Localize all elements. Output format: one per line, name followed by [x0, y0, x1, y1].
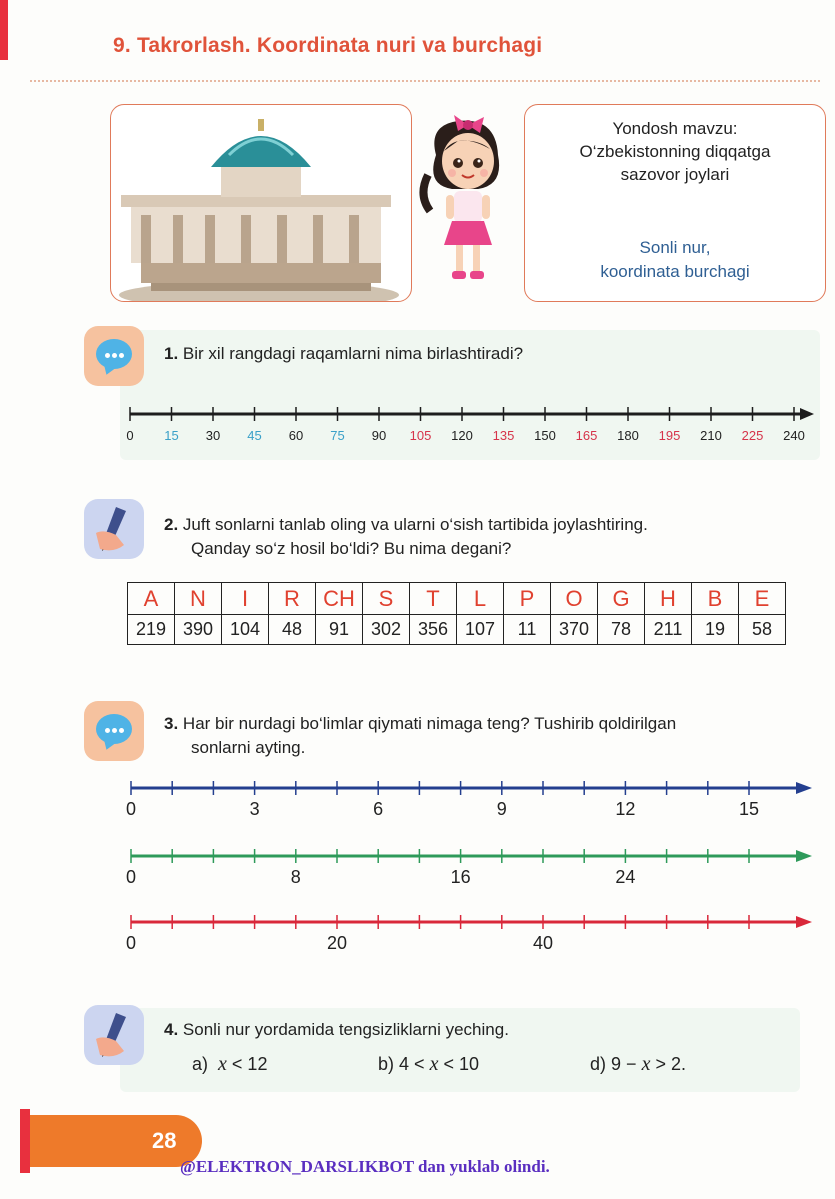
inequality-b	[378, 1053, 479, 1076]
inequality-a	[192, 1053, 267, 1076]
expression: > 2.	[650, 1054, 686, 1074]
task-text-line: Juft sonlarni tanlab oling va ularni o‘sish tartibida joylashtiring.	[182, 515, 648, 534]
ray-tick-label: 60	[288, 428, 304, 443]
lesson-topic-line: Sonli nur,	[639, 238, 711, 257]
number-cell: 390	[175, 615, 222, 645]
ray-tick-label: 0	[125, 799, 137, 819]
letter-cell: L	[457, 583, 504, 615]
number-cell: 370	[551, 615, 598, 645]
ray-tick-label: 135	[492, 428, 515, 443]
letter-cell: H	[645, 583, 692, 615]
letter-cell: CH	[316, 583, 363, 615]
girl-illustration	[418, 115, 516, 285]
page-edge-marker	[0, 0, 8, 60]
ray-tick-label: 12	[615, 799, 636, 819]
ray-tick-label: 75	[330, 428, 345, 443]
pencil-icon	[84, 1005, 144, 1065]
task-text-line: Har bir nurdagi bo‘limlar qiymati nimaga teng? Tushirib qoldirilgan	[182, 714, 677, 733]
number-cell: 58	[739, 615, 786, 645]
lesson-title: 9. Takrorlash. Koordinata nuri va burchagi	[113, 34, 543, 57]
related-topic-box	[524, 104, 826, 302]
letter-cell: O	[551, 583, 598, 615]
number-ray-step-8	[131, 849, 812, 863]
title-divider	[30, 80, 820, 82]
task-number: 3.	[164, 714, 179, 733]
lesson-topic-line: koordinata burchagi	[600, 262, 750, 281]
ray-tick-label: 24	[615, 867, 636, 887]
ray-arrow	[796, 782, 812, 794]
task-2-question	[164, 513, 648, 561]
number-cell: 107	[457, 615, 504, 645]
museum-photo-frame	[110, 104, 412, 302]
related-topic-line: O‘zbekistonning diqqatga	[579, 142, 771, 161]
letter-cell: I	[222, 583, 269, 615]
number-cell: 356	[410, 615, 457, 645]
letter-cell: R	[269, 583, 316, 615]
option-label: a)	[192, 1054, 209, 1074]
discussion-icon	[84, 701, 144, 761]
pencil-icon	[84, 499, 144, 559]
ray-tick-label: 105	[409, 428, 432, 443]
letter-cell: A	[128, 583, 175, 615]
ray-tick-label: 30	[205, 428, 221, 443]
source-credit: @ELEKTRON_DARSLIKBOT dan yuklab olindi.	[180, 1157, 550, 1176]
variable: x	[429, 1053, 439, 1075]
ray-tick-label: 9	[496, 799, 507, 819]
ray-tick-label: 0	[125, 867, 137, 887]
number-cell: 104	[222, 615, 269, 645]
task-text-line: Qanday so‘z hosil bo‘ldi? Bu nima degani?	[191, 539, 512, 558]
task-4-question	[164, 1018, 509, 1042]
letters-row	[128, 583, 786, 615]
letter-cell: P	[504, 583, 551, 615]
ray-tick-label: 0	[125, 933, 137, 953]
number-cell: 19	[692, 615, 739, 645]
number-rays-task-3	[120, 776, 820, 956]
ray-tick-label: 240	[783, 428, 805, 443]
ray-tick-label: 0	[126, 428, 134, 443]
museum-photo	[111, 105, 411, 301]
letter-cell: G	[598, 583, 645, 615]
ray-tick-label: 40	[532, 933, 554, 953]
number-cell: 78	[598, 615, 645, 645]
related-topic-line: sazovor joylari	[620, 165, 730, 184]
ray-tick-label: 16	[450, 867, 471, 887]
page-number: 28	[152, 1128, 177, 1153]
ray-tick-label: 225	[741, 428, 764, 443]
ray-tick-label: 8	[290, 867, 301, 887]
number-cell: 211	[645, 615, 692, 645]
task-1-question	[164, 342, 523, 366]
ray-tick-label: 120	[451, 428, 473, 443]
inequality-d	[590, 1053, 686, 1076]
variable: x	[218, 1053, 227, 1075]
task-number: 4.	[164, 1020, 179, 1039]
task-text: Bir xil rangdagi raqamlarni nima birlashtiradi?	[182, 344, 524, 363]
ray-tick-label: 6	[373, 799, 384, 819]
ray-tick-label: 180	[617, 428, 639, 443]
task-text: Sonli nur yordamida tengsizliklarni yeching.	[182, 1020, 509, 1039]
ray-tick-label: 15	[738, 799, 760, 819]
ray-tick-label: 45	[247, 428, 262, 443]
ray-tick-label: 20	[326, 933, 348, 953]
number-cell: 302	[363, 615, 410, 645]
ray-tick-label: 3	[249, 799, 260, 819]
ray-arrow	[796, 850, 812, 862]
numbers-row	[128, 615, 786, 645]
ray-tick-label: 90	[371, 428, 387, 443]
ray-tick-label: 165	[575, 428, 598, 443]
expression: 4 <	[399, 1054, 430, 1074]
letter-cell: E	[739, 583, 786, 615]
letter-number-table	[127, 582, 786, 645]
number-ray-step-3	[131, 781, 812, 795]
number-cell: 48	[269, 615, 316, 645]
writing-task-icon	[84, 1005, 144, 1065]
ray-tick-label: 150	[534, 428, 556, 443]
task-3-question	[164, 712, 676, 760]
ray-tick-label: 195	[658, 428, 681, 443]
task-number: 1.	[164, 344, 179, 363]
option-label: b)	[378, 1054, 395, 1074]
task-number: 2.	[164, 515, 179, 534]
expression: 9 −	[611, 1054, 642, 1074]
ray-tick-label: 15	[164, 428, 179, 443]
number-cell: 11	[504, 615, 551, 645]
task-text-line: sonlarni ayting.	[191, 738, 306, 757]
ray-tick-label: 210	[700, 428, 722, 443]
number-cell: 91	[316, 615, 363, 645]
expression: < 12	[226, 1054, 268, 1074]
number-ray-step-20	[131, 915, 812, 929]
letter-cell: T	[410, 583, 457, 615]
discussion-icon	[84, 326, 144, 386]
expression: < 10	[438, 1054, 479, 1074]
letter-cell: S	[363, 583, 410, 615]
writing-task-icon	[84, 499, 144, 559]
letter-cell: B	[692, 583, 739, 615]
related-topic-line: Yondosh mavzu:	[612, 119, 738, 138]
ray-arrow	[796, 916, 812, 928]
variable: x	[641, 1053, 651, 1075]
number-cell: 219	[128, 615, 175, 645]
option-label: d)	[590, 1054, 607, 1074]
letter-cell: N	[175, 583, 222, 615]
